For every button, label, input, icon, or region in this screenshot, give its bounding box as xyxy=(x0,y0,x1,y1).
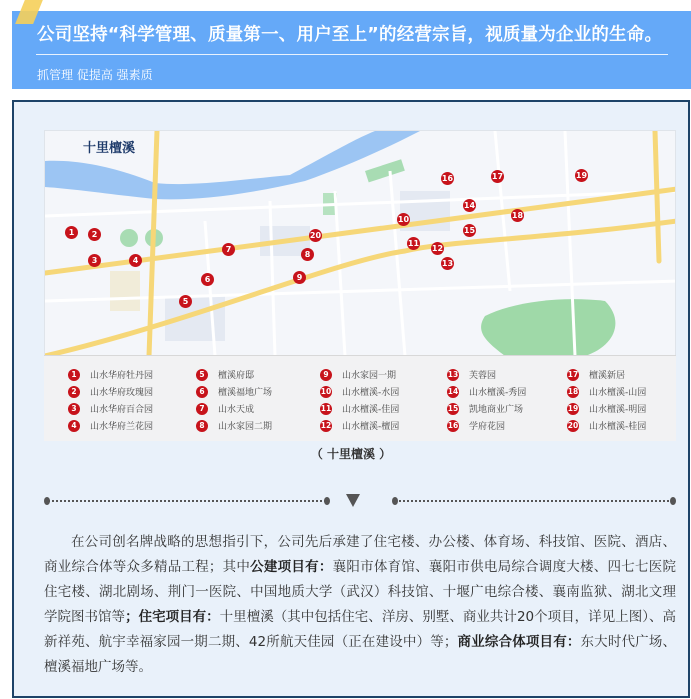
map-pin-icon: 9 xyxy=(293,271,306,284)
dot-icon xyxy=(324,497,330,505)
legend-item: 20 山水檀溪-桂园 xyxy=(567,421,647,432)
legend-item: 15 凯地商业广场 xyxy=(447,404,524,415)
map-pin-icon: 15 xyxy=(463,224,476,237)
legend-item: 7 山水天成 xyxy=(196,400,272,417)
commercial-projects: 东大时代广场、檀溪福地广场等。 xyxy=(44,634,676,675)
map-pin-icon: 11 xyxy=(407,237,420,250)
section-divider xyxy=(44,494,676,508)
legend-item: 8 山水家园二期 xyxy=(196,417,272,434)
legend-column xyxy=(196,366,272,434)
pin-number-icon: 19 xyxy=(567,404,579,413)
pin-number-icon: 20 xyxy=(567,421,579,430)
legend-item: 16 学府花园 xyxy=(447,421,506,432)
legend-column xyxy=(68,366,153,434)
header-divider xyxy=(36,54,668,55)
header-banner xyxy=(12,11,691,89)
pin-number-icon: 13 xyxy=(447,370,459,379)
dot-icon xyxy=(670,497,676,505)
map-pin-icon: 16 xyxy=(441,172,454,185)
legend-item: 6 檀溪福地广场 xyxy=(196,383,272,400)
map-legend xyxy=(44,355,676,441)
public-projects: 襄阳市体育馆、襄阳市供电局综合调度大楼、四七七医院住宅楼、湖北剧场、荆门一医院、中国地质大学（武汉）科技馆、十堰广电综合楼、襄南监狱、湖北文理学院图书馆等 xyxy=(44,559,677,625)
pin-number-icon: 11 xyxy=(320,404,332,413)
legend-item: 1 山水华府牡丹园 xyxy=(68,366,153,383)
pin-number-icon: 5 xyxy=(196,369,208,381)
map-title: 十里檀溪 xyxy=(83,141,136,156)
map-pin-icon: 1 xyxy=(65,226,78,239)
pin-number-icon: 12 xyxy=(320,421,332,430)
legend-item: 12 山水檀溪-檀园 xyxy=(320,421,400,432)
map-pin-icon: 3 xyxy=(88,254,101,267)
legend-item: 3 山水华府百合园 xyxy=(68,400,153,417)
public-projects-label: 公建项目有： xyxy=(250,559,333,575)
pin-number-icon: 3 xyxy=(68,403,80,415)
map-caption: （ 十里檀溪 ） xyxy=(310,447,392,461)
legend-column xyxy=(320,366,399,434)
legend-item: 5 檀溪府邸 xyxy=(196,366,272,383)
legend-item: 2 山水华府玫瑰园 xyxy=(68,383,153,400)
map-background xyxy=(45,131,676,356)
dotted-line xyxy=(395,500,673,502)
commercial-projects-label: 商业综合体项目有： xyxy=(457,634,581,650)
header-title: 公司坚持“科学管理、质量第一、用户至上”的经营宗旨，视质量为企业的生命。 xyxy=(37,25,663,45)
pin-number-icon: 17 xyxy=(567,370,579,379)
legend-item: 11 山水檀溪-佳园 xyxy=(320,404,400,415)
legend-item: 14 山水檀溪-秀园 xyxy=(447,387,527,398)
pin-number-icon: 16 xyxy=(447,421,459,430)
pin-number-icon: 7 xyxy=(196,403,208,415)
pin-number-icon: 8 xyxy=(196,420,208,432)
triangle-down-icon xyxy=(346,494,360,507)
legend-item: 18 山水檀溪-山园 xyxy=(567,387,647,398)
legend-item: 17 檀溪新居 xyxy=(567,370,626,381)
legend-item: 13 芙蓉园 xyxy=(447,370,497,381)
content-card xyxy=(12,100,690,698)
legend-column xyxy=(567,366,646,434)
map-pin-icon: 12 xyxy=(431,242,444,255)
map-pin-icon: 13 xyxy=(441,257,454,270)
residential-projects: 十里檀溪（其中包括住宅、洋房、别墅、商业共计20个项目，详见上图）、高新祥苑、航宇幸福家园一期二期、42所航天佳园（正在建设中）等 xyxy=(44,609,677,650)
map-pin-icon: 4 xyxy=(129,254,142,267)
map-pin-icon: 20 xyxy=(309,229,322,242)
map-pin-icon: 7 xyxy=(222,243,235,256)
pin-number-icon: 14 xyxy=(447,387,459,396)
description-paragraph: 在公司创名牌战略的思想指引下，公司先后承建了住宅楼、办公楼、体育场、科技馆、医院、酒店、商业综合体等众多精品工程；其中公建项目有：襄阳市体育馆、襄阳市供电局综合调度大楼、四七七医院住宅楼、湖北剧场、荆门一医院、中国地质大学（武汉）科技馆、十堰广电综合楼、襄南监狱、湖北文理学院图书馆等；住宅项目有：十里檀溪（其中包括住宅、洋房、别墅、商业共计20个项目，详见上图）、高新祥苑、航宇幸福家园一期二期、42所航天佳园（正在建设中）等；商业综合体项目有：东大时代广场、檀溪福地广场等。 xyxy=(44,534,677,675)
legend-item: 10 山水檀溪-水园 xyxy=(320,387,400,398)
pin-number-icon: 4 xyxy=(68,420,80,432)
map-pin-icon: 19 xyxy=(575,169,588,182)
pin-number-icon: 18 xyxy=(567,387,579,396)
pin-number-icon: 9 xyxy=(320,369,332,381)
map-pin-icon: 17 xyxy=(491,170,504,183)
map-pin-icon: 10 xyxy=(397,213,410,226)
map-pin-icon: 14 xyxy=(463,199,476,212)
pin-number-icon: 2 xyxy=(68,386,80,398)
map-pin-icon: 2 xyxy=(88,228,101,241)
legend-item: 9 山水家园一期 xyxy=(320,366,399,383)
map-pin-icon: 6 xyxy=(201,273,214,286)
legend-item: 4 山水华府兰花园 xyxy=(68,417,153,434)
header-subtitle: 抓管理 促提高 强素质 xyxy=(37,68,153,82)
company-description xyxy=(44,530,676,680)
map-pin-icon: 5 xyxy=(179,295,192,308)
map-pin-icon: 8 xyxy=(301,248,314,261)
residential-projects-label: 住宅项目有： xyxy=(138,609,220,625)
pin-number-icon: 15 xyxy=(447,404,459,413)
pin-number-icon: 6 xyxy=(196,386,208,398)
pin-number-icon: 1 xyxy=(68,369,80,381)
legend-item: 19 山水檀溪-明园 xyxy=(567,404,647,415)
map-pin-icon: 18 xyxy=(511,209,524,222)
dotted-line xyxy=(48,500,326,502)
pin-number-icon: 10 xyxy=(320,387,332,396)
legend-column xyxy=(447,366,526,434)
